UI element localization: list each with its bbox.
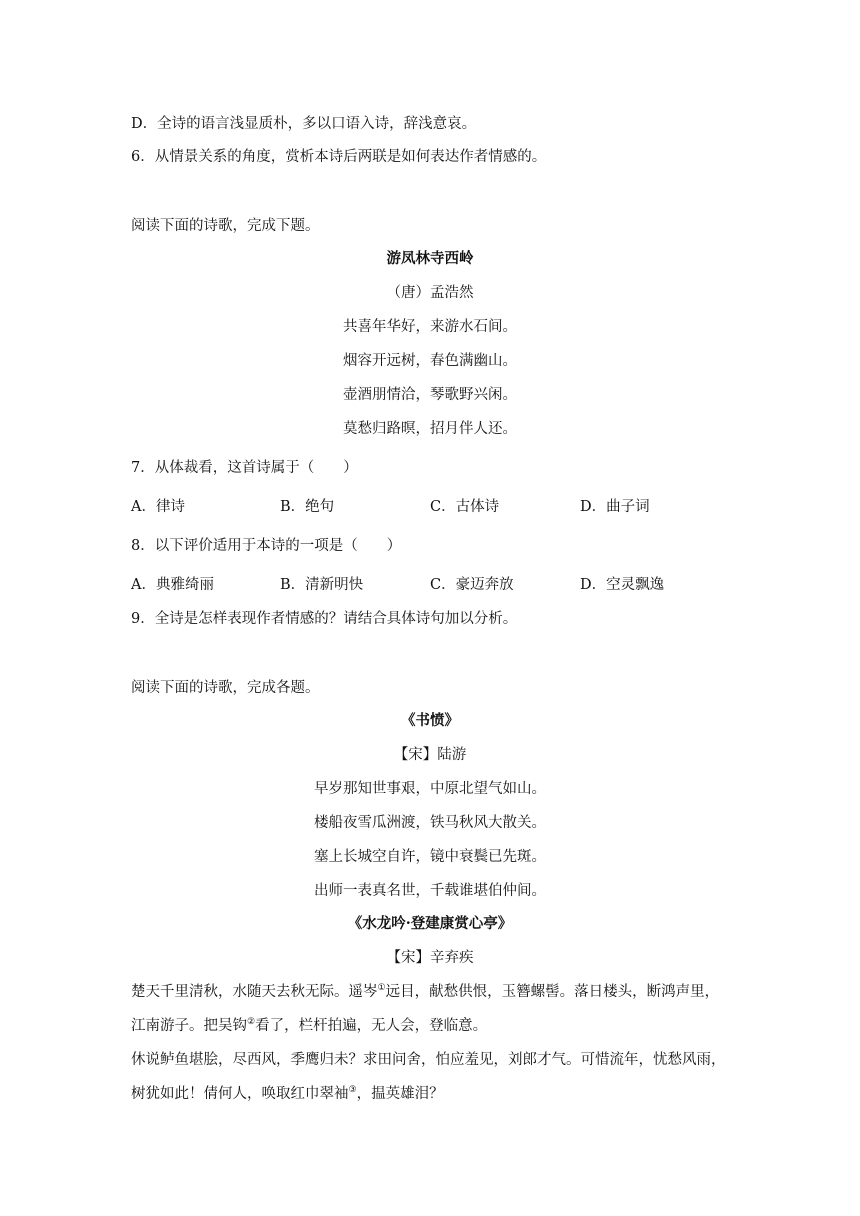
q7-option-d: D．曲子词: [580, 499, 650, 515]
question-9: 9．全诗是怎样表现作者情感的？请结合具体诗句加以分析。: [131, 611, 518, 627]
question-6: 6．从情景关系的角度，赏析本诗后两联是如何表达作者情感的。: [131, 149, 547, 165]
poem1-author: 【宋】陆游: [393, 747, 467, 763]
footnote-marker: ①: [377, 983, 386, 994]
q7-option-a: A．律诗: [131, 499, 185, 515]
question-8-stem: 8．以下评价适用于本诗的一项是（ ）: [131, 538, 402, 554]
q5-option-d: D．全诗的语言浅显质朴，多以口语入诗，辞浅意哀。: [131, 116, 477, 132]
poem-author: （唐）孟浩然: [386, 285, 474, 301]
poem2-title: 《水龙吟·登建康赏心亭》: [347, 915, 513, 932]
poem-line: 共喜年华好，来游水石间。: [343, 319, 517, 335]
footnote-marker: ③: [348, 1085, 357, 1096]
poem-line: 莫愁归路暝，招月伴人还。: [343, 421, 517, 437]
poem2-stanza2-line2: 树犹如此！倩何人，唤取红巾翠袖③，揾英雄泪？: [131, 1085, 444, 1102]
footnote-marker: ②: [247, 1017, 256, 1028]
poem1-title: 《书愤》: [401, 712, 459, 729]
q8-option-a: A．典雅绮丽: [131, 577, 214, 593]
q7-option-b: B．绝句: [280, 499, 335, 515]
q7-option-c: C．古体诗: [430, 499, 500, 515]
poem2-stanza1-line1: 楚天千里清秋，水随天去秋无际。遥岑①远目，献愁供恨，玉簪螺髻。落日楼头，断鸿声里，: [131, 983, 720, 1000]
poem2-stanza1-line2: 江南游子。把吴钩②看了，栏杆拍遍，无人会，登临意。: [131, 1017, 488, 1034]
q8-option-d: D．空灵飘逸: [580, 577, 665, 593]
q8-option-b: B．清新明快: [280, 577, 364, 593]
section2-intro: 阅读下面的诗歌，完成下题。: [131, 218, 320, 234]
question-7-stem: 7．从体裁看，这首诗属于（ ）: [131, 460, 358, 476]
poem1-line: 楼船夜雪瓜洲渡，铁马秋风大散关。: [314, 815, 546, 831]
poem1-line: 塞上长城空自许，镜中衰鬓已先斑。: [314, 849, 546, 865]
poem2-author: 【宋】辛弃疾: [386, 950, 474, 966]
poem1-line: 早岁那知世事艰，中原北望气如山。: [314, 781, 546, 797]
section3-intro: 阅读下面的诗歌，完成各题。: [131, 680, 320, 696]
poem-line: 壶酒朋情洽，琴歌野兴闲。: [343, 387, 517, 403]
poem-title: 游凤林寺西岭: [386, 250, 474, 267]
q8-option-c: C．豪迈奔放: [430, 577, 514, 593]
poem2-stanza2-line1: 休说鲈鱼堪脍，尽西风，季鹰归未？求田问舍，怕应羞见，刘郎才气。可惜流年，忧愁风雨，: [131, 1052, 726, 1068]
poem-line: 烟容开远树，春色满幽山。: [343, 353, 517, 369]
poem1-line: 出师一表真名世，千载谁堪伯仲间。: [314, 883, 546, 899]
